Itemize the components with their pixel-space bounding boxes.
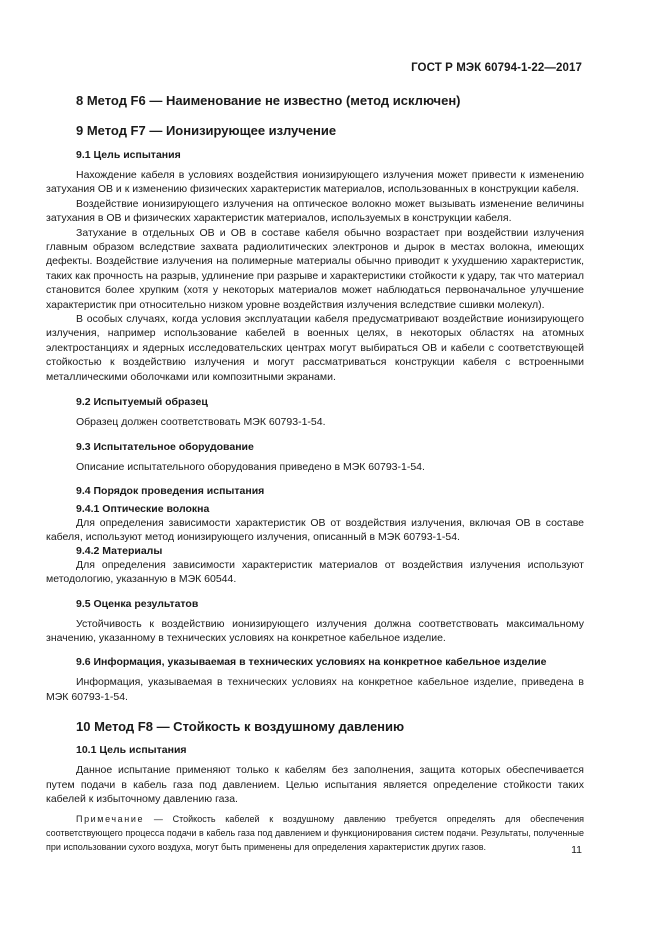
section-8-heading: 8 Метод F6 — Наименование не известно (метод исключен) bbox=[76, 93, 461, 108]
paragraph-9-5: Устойчивость к воздействию ионизирующего излучения должна соответствовать максимальному значению, указанному в технических условиях на конкретное кабельное изделие. bbox=[46, 617, 584, 644]
section-9-1-heading: 9.1 Цель испытания bbox=[76, 149, 181, 161]
section-9-3-heading: 9.3 Испытательное оборудование bbox=[76, 440, 254, 453]
section-9-6-heading: 9.6 Информация, указываемая в технических условиях на конкретное кабельное изделие bbox=[76, 656, 547, 669]
paragraph-9-4-1: Для определения зависимости характеристик ОВ от воздействия излучения, включая ОВ в составе кабеля, используют метод ионизирующего излучения, описанный в МЭК 60793-1-54. bbox=[46, 516, 584, 544]
paragraph-9-1-4: В особых случаях, когда условия эксплуатации кабеля предусматривают воздействие ионизирующего излучения, например использование кабелей в военных целях, в некоторых областях на атомных электростанциях и ядерных исследовательских центрах могут выбираться ОВ и кабели с соответствующей стойкостью к воздействию излучения и могут рассматриваться конструкции кабеля с встроенными металлическими оболочками или композитными экранами. bbox=[46, 313, 584, 383]
standard-designation: ГОСТ Р МЭК 60794-1-22—2017 bbox=[411, 62, 582, 74]
note-label: Примечание bbox=[76, 814, 145, 825]
section-10-heading: 10 Метод F8 — Стойкость к воздушному давлению bbox=[76, 719, 405, 735]
page-content bbox=[46, 90, 584, 854]
paragraph-9-4-2: Для определения зависимости характеристик материалов от воздействия излучения используют методологию, указанную в МЭК 60544. bbox=[46, 558, 584, 586]
section-9-heading: 9 Метод F7 — Ионизирующее излучение bbox=[76, 123, 337, 138]
section-9-2-heading: 9.2 Испытуемый образец bbox=[76, 396, 208, 409]
paragraph-9-3: Описание испытательного оборудования приведено в МЭК 60793-1-54. bbox=[76, 460, 425, 473]
paragraph-9-1-1: Нахождение кабеля в условиях воздействия ионизирующего излучения может привести к изменению затухания ОВ и к изменению физических характеристик материалов, использованных в конструкции кабеля. bbox=[46, 169, 584, 196]
note-paragraph bbox=[46, 813, 584, 854]
paragraph-9-1-2: Воздействие ионизирующего излучения на оптическое волокно может вызывать изменение величины затухания в ОВ и физических характеристик материалов, используемых в конструкции кабеля. bbox=[46, 197, 584, 225]
paragraph-9-1-3: Затухание в отдельных ОВ и ОВ в составе кабеля обычно возрастает при воздействии излучения главным образом вследствие захвата радиолитических электронов и дырок в местах волокна, имеющих дефекты. Воздействие излучения на полимерные материалы обычно приводит к ухудшению характеристик, таких как прочность на разрыв, удлинение при разрыве и характеристики стойкости к удару, так что материал становится более хрупким (хотя у некоторых материалов может наблюдаться первоначальное улучшение характеристик при относительно низком уровне воздействия излучения вследствие сшивки молекул). bbox=[46, 226, 584, 311]
section-10-1-heading: 10.1 Цель испытания bbox=[76, 744, 187, 757]
section-9-4-1-heading: 9.4.1 Оптические волокна bbox=[76, 502, 210, 515]
paragraph-9-6: Информация, указываемая в технических условиях на конкретное кабельное изделие, приведена в МЭК 60793-1-54. bbox=[46, 676, 584, 703]
page-number: 11 bbox=[571, 844, 582, 856]
section-9-5-heading: 9.5 Оценка результатов bbox=[76, 597, 199, 610]
paragraph-10-1: Данное испытание применяют только к кабелям без заполнения, защита которых обеспечивается путем подачи в кабель газа под давлением. Целью испытания является определение стойкости таких кабелей к избыточному давлению газа. bbox=[46, 764, 584, 805]
note-text: — Стойкость кабелей к воздушному давлению требуется определять для обеспечения соответствующего процесса подачи в кабель газа под давлением и функционирования систем подачи. Результаты, полученные при использовании сухого воздуха, могут быть применены для определения характеристик других газов. bbox=[46, 814, 584, 852]
section-9-4-heading: 9.4 Порядок проведения испытания bbox=[76, 484, 265, 497]
section-9-4-2-heading: 9.4.2 Материалы bbox=[76, 544, 163, 557]
paragraph-9-2: Образец должен соответствовать МЭК 60793-1-54. bbox=[76, 416, 326, 429]
